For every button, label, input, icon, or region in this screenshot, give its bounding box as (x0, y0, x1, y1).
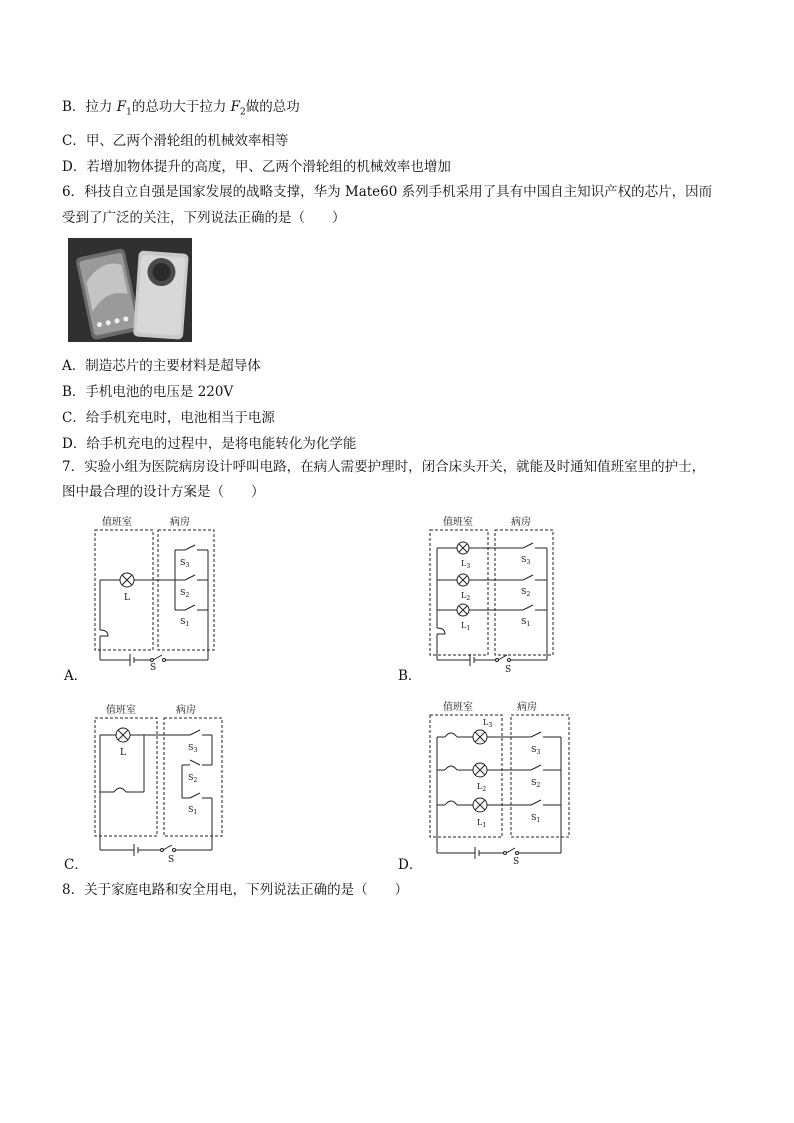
svg-text:S: S (150, 663, 157, 670)
q6-option-b: B．手机电池的电压是 220V (62, 384, 234, 400)
svg-text:S1: $S_1$ (180, 617, 190, 628)
circuit-diagram-d (425, 695, 575, 865)
svg-text:L1: $L_1$ (461, 621, 471, 632)
svg-text:S2: $S_2$ (188, 773, 198, 784)
svg-text:S2: $S_2$ (521, 587, 531, 598)
svg-text:L2: $L_2$ (461, 591, 471, 602)
q6-option-d: D．给手机充电的过程中，是将电能转化为化学能 (62, 436, 357, 452)
svg-text:L: L (124, 593, 130, 603)
svg-text:病房: 病房 (517, 702, 537, 713)
svg-text:病房: 病房 (511, 517, 531, 528)
q8-stem: 8．关于家庭电路和安全用电，下列说法正确的是（ ） (62, 882, 409, 898)
svg-text:S3: $S_3$ (188, 743, 198, 754)
q7-option-d-label: D． (398, 857, 423, 873)
svg-text:值班室: 值班室 (106, 705, 136, 716)
q7-stem-line1: 7．实验小组为医院病房设计呼叫电路，在病人需要护理时，闭合床头开关，就能及时通知值班室里的护士， (62, 459, 706, 475)
q7-stem-line2: 图中最合理的设计方案是（ ） (62, 484, 265, 500)
svg-text:L3: $L_3$ (483, 718, 493, 729)
circuit-diagram-c (92, 700, 227, 865)
svg-text:S1: $S_1$ (188, 805, 198, 816)
svg-text:L3: $L_3$ (461, 559, 471, 570)
svg-text:S2: $S_2$ (180, 588, 190, 599)
svg-text:S1: $S_1$ (521, 617, 531, 628)
q7-option-c-label: C． (64, 857, 88, 873)
circuit-diagram-b (425, 510, 560, 675)
svg-text:S3: $S_3$ (531, 745, 541, 756)
svg-text:S: S (513, 857, 520, 865)
svg-text:S: S (168, 855, 175, 865)
phone-photo (68, 238, 192, 342)
q6-stem-line2: 受到了广泛的关注，下列说法正确的是（ ） (62, 210, 346, 226)
svg-text:病房: 病房 (176, 705, 196, 716)
q7-option-a-label: A． (64, 668, 88, 684)
svg-text:S1: $S_1$ (531, 813, 541, 824)
svg-text:S3: $S_3$ (521, 555, 531, 566)
svg-text:病房: 病房 (170, 517, 190, 528)
svg-text:值班室: 值班室 (102, 517, 132, 528)
q6-option-c: C．给手机充电时，电池相当于电源 (62, 410, 275, 426)
svg-text:L1: $L_1$ (477, 818, 487, 829)
svg-text:L: L (120, 748, 126, 758)
q5-option-d: D．若增加物体提升的高度，甲、乙两个滑轮组的机械效率也增加 (62, 159, 451, 175)
q7-option-b-label: B． (398, 668, 422, 684)
svg-text:L2: $L_2$ (477, 782, 487, 793)
q5-option-c: C．甲、乙两个滑轮组的机械效率相等 (62, 133, 289, 149)
svg-text:S: S (505, 665, 512, 675)
svg-text:值班室: 值班室 (443, 517, 473, 528)
q5-option-b: B．拉力 $F_1$的总功大于拉力 $F_2$做的总功 (62, 99, 300, 118)
q6-option-a: A．制造芯片的主要材料是超导体 (62, 358, 261, 374)
svg-text:S2: $S_2$ (531, 778, 541, 789)
svg-text:值班室: 值班室 (443, 702, 473, 713)
q6-stem-line1: 6．科技自立自强是国家发展的战略支撑，华为 Mate60 系列手机采用了具有中国自主知识产权的芯片，因而 (62, 184, 713, 200)
circuit-diagram-a (90, 510, 220, 670)
svg-text:S3: $S_3$ (180, 558, 190, 569)
